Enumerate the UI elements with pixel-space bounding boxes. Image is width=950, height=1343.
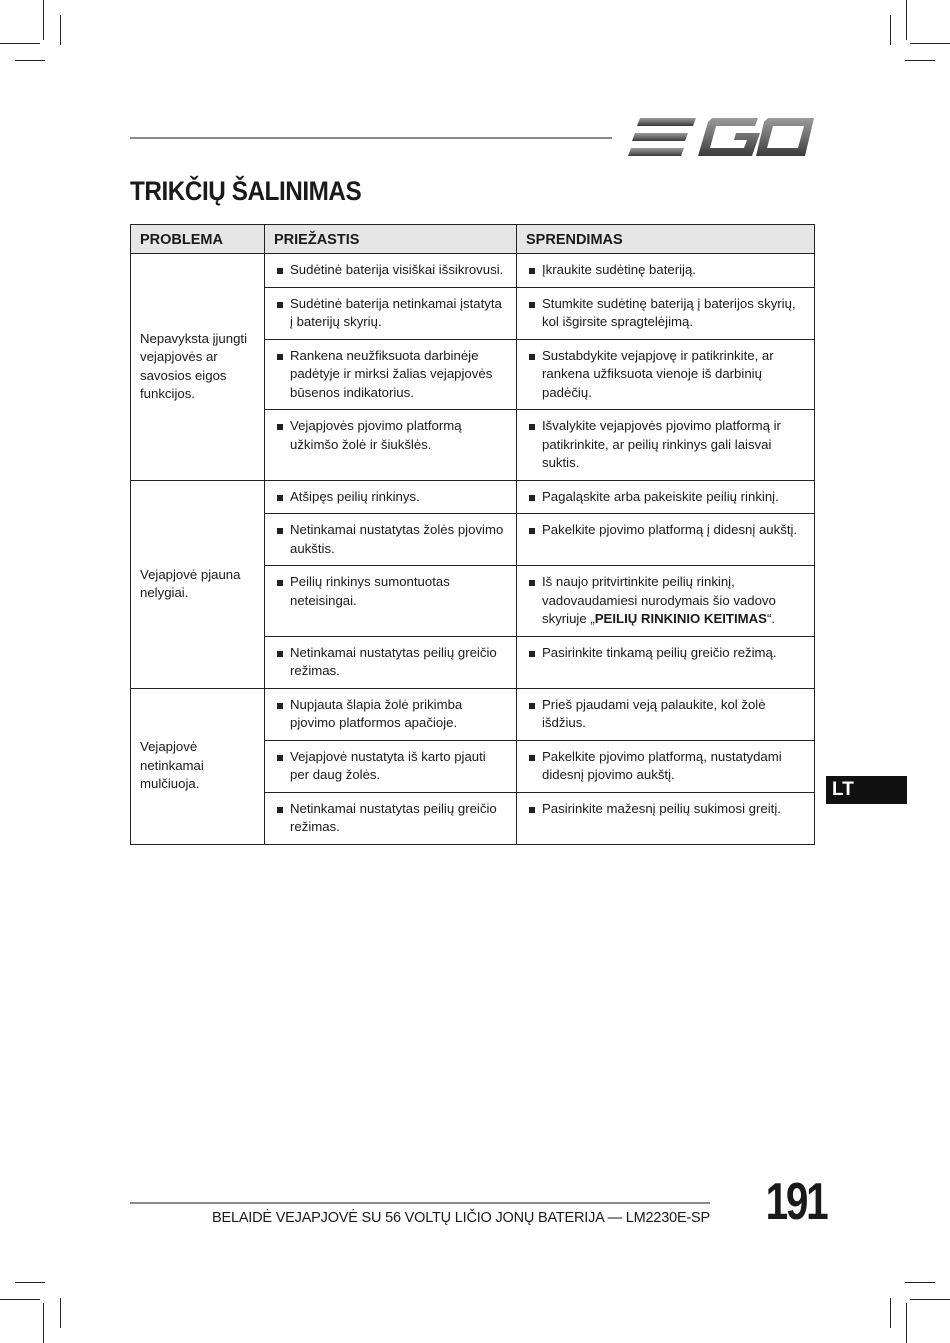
crop-mark	[60, 1298, 61, 1328]
crop-mark	[60, 15, 61, 45]
cause-cell	[265, 514, 517, 566]
solution-cell	[517, 636, 815, 688]
crop-mark	[906, 0, 907, 40]
problem-cell: Nepavyksta įjungti vejapjovės ar savosios eigos funkcijos.	[131, 254, 265, 481]
solution-text: Išvalykite vejapjovės pjovimo platformą ir patikrinkite, ar peilių rinkinys gali laisvai suktis.	[542, 418, 781, 470]
language-tab: LT	[826, 776, 907, 804]
solution-text: Pasirinkite tinkamą peilių greičio režimą.	[542, 644, 777, 660]
cause-item: Rankena neužfiksuota darbinėje padėtyje ir mirksi žalias vejapjovės būsenos indikatorius.	[275, 347, 508, 403]
crop-mark	[43, 0, 44, 40]
column-header-problem: PROBLEMA	[131, 225, 265, 254]
cause-item: Vejapjovė nustatyta iš karto pjauti per daug žolės.	[275, 748, 508, 785]
solution-text: Pasirinkite mažesnį peilių sukimosi greitį.	[542, 800, 781, 816]
cause-cell	[265, 480, 517, 514]
table-body	[131, 254, 815, 845]
solution-item	[527, 417, 806, 473]
solution-cell	[517, 740, 815, 792]
ego-logo	[628, 116, 814, 158]
table-header-row	[131, 225, 815, 254]
cause-item: Sudėtinė baterija netinkamai įstatyta į baterijų skyrių.	[275, 295, 508, 332]
cause-cell	[265, 410, 517, 481]
crop-mark	[15, 1282, 45, 1283]
cause-cell	[265, 287, 517, 339]
cause-item: Sudėtinė baterija visiškai išsikrovusi.	[275, 261, 508, 280]
cause-cell	[265, 636, 517, 688]
solution-text: Iš naujo pritvirtinkite peilių rinkinį, vadovaudamiesi nurodymais šio vadovo skyriuje „	[542, 574, 776, 626]
column-header-solution: SPRENDIMAS	[517, 225, 815, 254]
solution-item	[527, 521, 806, 540]
troubleshooting-table	[130, 224, 815, 845]
crop-mark	[910, 43, 950, 44]
cause-item: Netinkamai nustatytas žolės pjovimo aukštis.	[275, 521, 508, 558]
solution-item	[527, 261, 806, 280]
solution-cell	[517, 480, 815, 514]
cause-item: Peilių rinkinys sumontuotas neteisingai.	[275, 573, 508, 610]
cause-cell	[265, 740, 517, 792]
problem-cell: Vejapjovė netinkamai mulčiuoja.	[131, 688, 265, 844]
footer-title: BELAIDĖ VEJAPJOVĖ SU 56 VOLTŲ LIČIO JONŲ BATERIJA — LM2230E-SP	[212, 1210, 710, 1226]
crop-mark	[906, 1303, 907, 1343]
solution-cell	[517, 792, 815, 844]
solution-item	[527, 696, 806, 733]
column-header-cause: PRIEŽASTIS	[265, 225, 517, 254]
solution-text: Įkraukite sudėtinę bateriją.	[542, 262, 696, 277]
solution-item	[527, 644, 806, 663]
section-reference: PEILIŲ RINKINIO KEITIMAS	[594, 611, 767, 626]
cause-cell	[265, 254, 517, 288]
solution-item	[527, 488, 806, 507]
crop-mark	[890, 15, 891, 45]
table-row	[131, 480, 815, 514]
solution-item	[527, 573, 806, 629]
crop-mark	[905, 1282, 935, 1283]
solution-cell	[517, 688, 815, 740]
header-rule	[130, 137, 612, 139]
solution-cell	[517, 514, 815, 566]
solution-text: Pakelkite pjovimo platformą į didesnį aukštį.	[542, 522, 798, 537]
crop-mark	[890, 1298, 891, 1328]
crop-mark	[0, 43, 40, 44]
problem-cell: Vejapjovė pjauna nelygiai.	[131, 480, 265, 688]
crop-mark	[15, 60, 45, 61]
solution-cell	[517, 287, 815, 339]
table-row	[131, 254, 815, 288]
cause-cell	[265, 566, 517, 637]
cause-cell	[265, 792, 517, 844]
solution-item	[527, 800, 806, 819]
solution-text-tail: “.	[766, 611, 776, 626]
solution-text: Pakelkite pjovimo platformą, nustatydami didesnį pjovimo aukštį.	[542, 748, 782, 782]
solution-cell	[517, 254, 815, 288]
solution-cell	[517, 566, 815, 637]
solution-cell	[517, 410, 815, 481]
solution-item	[527, 295, 806, 332]
crop-mark	[905, 60, 935, 61]
solution-text: Sustabdykite vejapjovę ir patikrinkite, ar rankena užfiksuota vienoje iš darbinių padėčių.	[542, 347, 774, 400]
cause-item: Vejapjovės pjovimo platformą užkimšo žolė ir šiukšlės.	[275, 417, 508, 454]
footer-rule	[130, 1202, 710, 1204]
crop-mark	[910, 1299, 950, 1300]
page-title: TRIKČIŲ ŠALINIMAS	[130, 176, 362, 206]
solution-cell	[517, 339, 815, 410]
solution-item	[527, 748, 806, 785]
crop-mark	[0, 1299, 40, 1300]
crop-mark	[43, 1303, 44, 1343]
cause-item: Netinkamai nustatytas peilių greičio režimas.	[275, 644, 508, 681]
cause-item: Nupjauta šlapia žolė prikimba pjovimo platformos apačioje.	[275, 696, 508, 733]
cause-cell	[265, 339, 517, 410]
solution-text: Prieš pjaudami veją palaukite, kol žolė išdžius.	[542, 696, 766, 730]
cause-item: Atšipęs peilių rinkinys.	[275, 488, 508, 507]
solution-text: Pagaląskite arba pakeiskite peilių rinkinį.	[542, 488, 779, 504]
table-row	[131, 688, 815, 740]
page-number: 191	[765, 1173, 827, 1231]
cause-cell	[265, 688, 517, 740]
solution-item	[527, 347, 806, 403]
cause-item: Netinkamai nustatytas peilių greičio režimas.	[275, 800, 508, 837]
solution-text: Stumkite sudėtinę bateriją į baterijos skyrių, kol išgirsite spragtelėjimą.	[542, 295, 796, 329]
